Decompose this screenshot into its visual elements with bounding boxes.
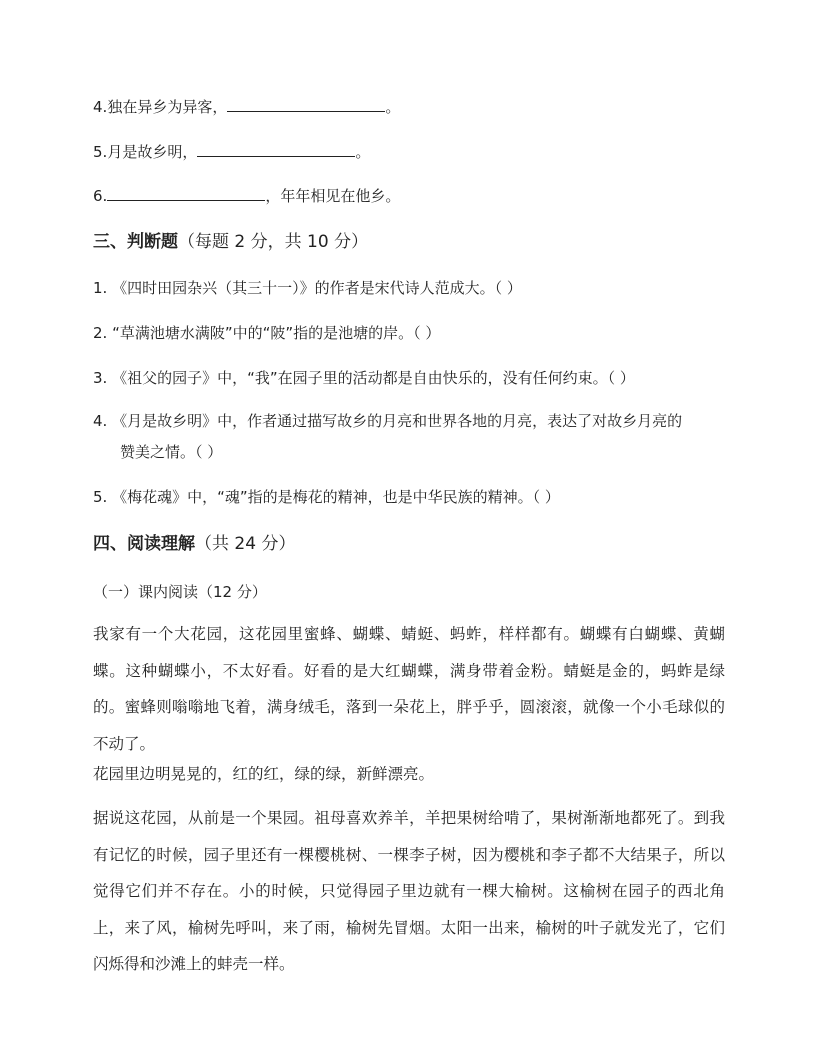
fill-blank-item-4 xyxy=(93,96,400,117)
item-text-after: 。 xyxy=(385,98,401,116)
item-text-after: ，年年相见在他乡。 xyxy=(265,187,401,205)
answer-blank[interactable] xyxy=(107,185,265,201)
answer-blank[interactable] xyxy=(227,96,385,112)
item-number: 5. xyxy=(93,143,108,161)
item-text: 独在异乡为异客， xyxy=(107,98,228,116)
subsection-title: （一）课内阅读（12 分） xyxy=(93,583,267,601)
fill-blank-item-5 xyxy=(93,141,370,162)
section-title: 四、阅读理解 xyxy=(93,534,195,554)
item-text-after: 。 xyxy=(355,143,371,161)
passage-paragraph-1: 我家有一个大花园，这花园里蜜蜂、蝴蝶、蜻蜓、蚂蚱，样样都有。蝴蝶有白蝴蝶、黄蝴蝶。这种蝴蝶小，不太好看。好看的是大红蝴蝶，满身带着金粉。蜻蜓是金的，蚂蚱是绿的。蜜蜂则嗡嗡地飞着，满身绒毛，落到一朵花上，胖乎乎，圆滚滚，就像一个小毛球似的不动了。 xyxy=(93,625,725,753)
item-number: 4. xyxy=(93,98,108,116)
section-note: （共 24 分） xyxy=(195,534,296,554)
judgment-item-1: 1. 《四时田园杂兴（其三十一）》的作者是宋代诗人范成大。（ ） xyxy=(93,279,522,297)
judgment-item-4: 4. 《月是故乡明》中，作者通过描写故乡的月亮和世界各地的月亮，表达了对故乡月亮的 xyxy=(93,412,683,430)
passage-paragraph-3: 据说这花园，从前是一个果园。祖母喜欢养羊，羊把果树给啃了，果树渐渐地都死了。到我有记忆的时候，园子里还有一棵樱桃树、一棵李子树，因为樱桃和李子都不大结果子，所以觉得它们并不存在。小的时候，只觉得园子里边就有一棵大榆树。这榆树在园子的西北角上，来了风，榆树先呼叫，来了雨，榆树先冒烟。太阳一出来，榆树的叶子就发光了，它们闪烁得和沙滩上的蚌壳一样。 xyxy=(93,809,725,973)
section-3-heading xyxy=(93,231,368,253)
fill-blank-item-6 xyxy=(93,185,400,206)
judgment-item-5: 5. 《梅花魂》中，“魂”指的是梅花的精神，也是中华民族的精神。（ ） xyxy=(93,488,560,506)
judgment-item-3: 3. 《祖父的园子》中，“我”在园子里的活动都是自由快乐的，没有任何约束。（ ） xyxy=(93,369,635,387)
section-note: （每题 2 分，共 10 分） xyxy=(178,232,369,252)
passage-paragraph-2: 花园里边明晃晃的，红的红，绿的绿，新鲜漂亮。 xyxy=(93,765,435,783)
section-title: 三、判断题 xyxy=(93,232,178,252)
item-number: 6. xyxy=(93,187,108,205)
section-4-heading xyxy=(93,533,295,555)
item-text: 月是故乡明， xyxy=(107,143,198,161)
answer-blank[interactable] xyxy=(197,141,355,157)
judgment-item-2: 2. “草满池塘水满陂”中的“陂”指的是池塘的岸。（ ） xyxy=(93,324,441,342)
judgment-item-4-continued: 赞美之情。（ ） xyxy=(120,443,223,461)
